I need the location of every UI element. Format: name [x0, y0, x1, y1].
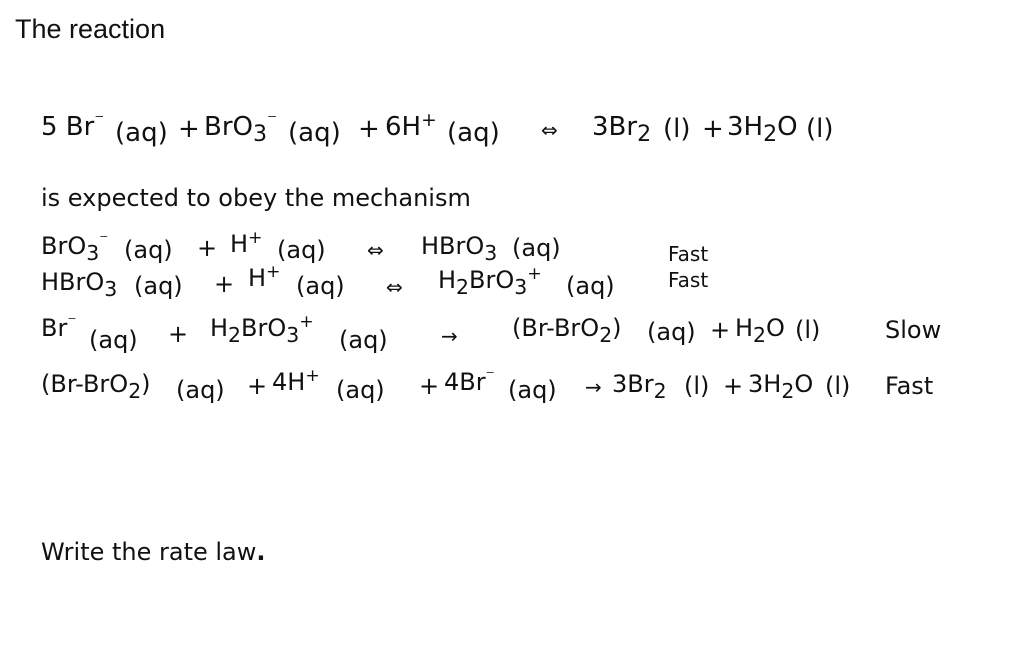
step-4-reactant-hydrogen-state: (aq): [336, 376, 385, 404]
step-3-product-intermediate: (Br-BrO$_2$): [512, 314, 622, 347]
plus-sign: +: [178, 114, 200, 144]
step-1-reactant-hydrogen-state: (aq): [277, 236, 326, 264]
step-3-reactant-h2bro3-state: (aq): [339, 326, 388, 354]
step-3-product-intermediate-state: (aq): [647, 318, 696, 346]
plus-sign: +: [358, 114, 380, 144]
step-3-reactant-bromide-state: (aq): [89, 326, 138, 354]
plus-sign: +: [702, 114, 724, 144]
mechanism-intro: is expected to obey the mechanism: [41, 184, 471, 212]
product-water-state: (l): [806, 114, 834, 144]
reactant-bromate: BrO3⁻: [204, 109, 277, 148]
step-1-speed: Fast: [668, 242, 709, 266]
step-4-plus-3: +: [723, 372, 744, 400]
product-bromine-state: (l): [663, 114, 691, 144]
equilibrium-arrow-icon: ⇔: [541, 118, 558, 142]
step-2-product-state: (aq): [566, 272, 615, 300]
product-bromine: 3Br2: [592, 112, 652, 148]
step-2-reactant-hydrogen-state: (aq): [296, 272, 345, 300]
step-2-speed: Fast: [668, 268, 709, 292]
product-water: 3H2O: [727, 112, 798, 148]
step-3-product-water-state: (l): [795, 316, 821, 344]
step-3-plus-2: +: [710, 316, 731, 344]
intro-text: The reaction: [15, 14, 166, 44]
step-2-product: $H_2BrO_3^+$: [438, 264, 542, 299]
step-4-product-bromine: $3Br_2$: [612, 370, 667, 403]
step-4-product-water: $3H_2O$: [748, 370, 814, 403]
step-2-reactant-hydrogen: H+: [248, 262, 281, 292]
step-1-product: HBrO$_3$: [421, 232, 498, 265]
step-4-speed: Fast: [885, 372, 934, 400]
step-2-plus: +: [214, 270, 235, 298]
reactant-bromide: 5 Br⁻: [41, 109, 105, 142]
step-1-plus: +: [197, 234, 218, 262]
step-2-reactant-hbro3-state: (aq): [134, 272, 183, 300]
step-1-product-state: (aq): [512, 234, 561, 262]
step-4-reactant-intermediate-state: (aq): [176, 376, 225, 404]
step-1-reactant-bromate: BrO$_3$⁻: [41, 230, 109, 265]
equilibrium-arrow-icon: ⇔: [386, 275, 403, 299]
step-4-reactant-bromide: 4Br⁻: [444, 366, 495, 396]
step-1-reactant-bromate-state: (aq): [124, 236, 173, 264]
step-4-reactant-hydrogen: 4H+: [272, 366, 320, 396]
step-3-plus: +: [168, 320, 189, 348]
equilibrium-arrow-icon: ⇔: [367, 238, 384, 262]
reactant-hydrogen: 6H+: [385, 109, 437, 142]
reaction-arrow-icon: →: [441, 324, 458, 348]
step-3-speed: Slow: [885, 316, 942, 344]
step-2-reactant-hbro3: HBrO$_3$: [41, 268, 118, 301]
step-4-reactant-intermediate: (Br-BrO$_2$): [41, 370, 151, 403]
step-4-plus: +: [247, 372, 268, 400]
step-4-product-water-state: (l): [825, 372, 851, 400]
question-text: Write the rate law.: [41, 538, 266, 566]
step-4-plus-2: +: [419, 372, 440, 400]
step-3-product-water: $H_2O$: [735, 314, 785, 347]
overall-reaction: [41, 109, 105, 142]
step-4-product-bromine-state: (l): [684, 372, 710, 400]
reactant-hydrogen-state: (aq): [447, 118, 500, 148]
step-4-reactant-bromide-state: (aq): [508, 376, 557, 404]
reactant-bromide-state: (aq): [115, 118, 168, 148]
reactant-bromate-state: (aq): [288, 118, 341, 148]
step-1-reactant-hydrogen: H+: [230, 228, 263, 258]
step-3-reactant-h2bro3: $H_2BrO_3^+$: [210, 312, 314, 347]
reaction-arrow-icon: →: [585, 375, 602, 399]
step-3-reactant-bromide: Br⁻: [41, 312, 77, 342]
